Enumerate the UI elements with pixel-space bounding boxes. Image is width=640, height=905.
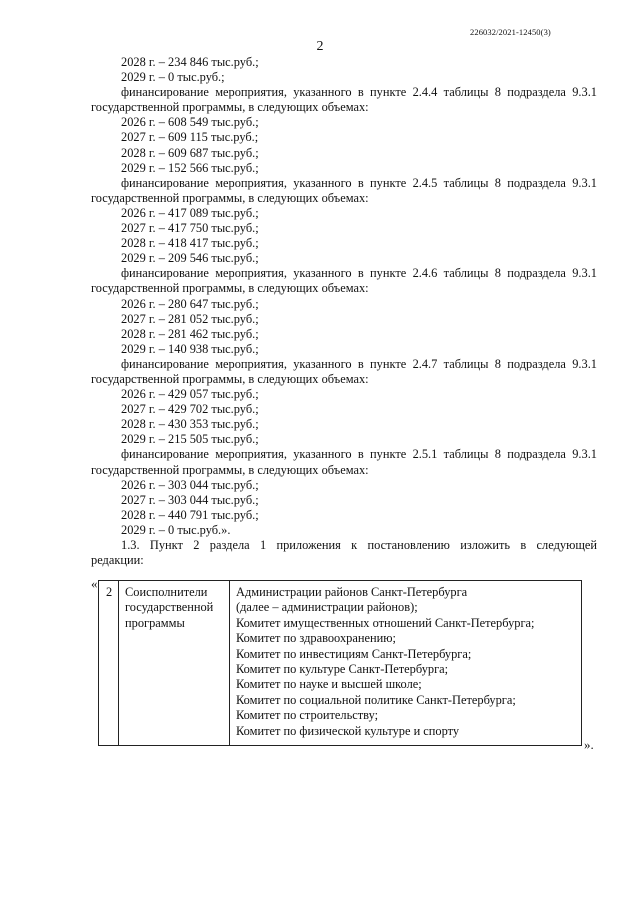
funding-block-3 [91,266,597,357]
year-line: 2029 г. – 0 тыс.руб.». [121,522,231,537]
list-item: Комитет по социальной политике Санкт-Петербурга; [236,692,516,707]
list-item: Комитет по инвестициям Санкт-Петербурга; [236,646,472,661]
year-line: 2028 г. – 609 687 тыс.руб.; [121,145,259,160]
year-line: 2029 г. – 152 566 тыс.руб.; [121,160,259,175]
year-line: 2028 г. – 234 846 тыс.руб.; [121,55,259,69]
funding-heading-cont: государственной программы, в следующих объемах: [91,462,369,477]
row-title-line: программы [125,615,185,630]
closing-quote: ». [584,737,594,752]
opening-quote: « [91,576,98,591]
row-number-cell [99,581,119,746]
page-number: 2 [316,39,324,54]
year-line: 2026 г. – 417 089 тыс.руб.; [121,205,259,220]
year-line: 2026 г. – 303 044 тыс.руб.; [121,477,259,492]
funding-heading-cont: государственной программы, в следующих объемах: [91,371,369,386]
year-line: 2028 г. – 430 353 тыс.руб.; [121,417,259,432]
funding-heading: финансирование мероприятия, указанного в пункте 2.4.7 таблицы 8 подраздела 9.3.1 [121,356,597,371]
year-line: 2029 г. – 0 тыс.руб.; [121,70,225,85]
year-line: 2027 г. – 429 702 тыс.руб.; [121,402,259,417]
list-item: Комитет по физической культуре и спорту [236,723,460,738]
row-title-line: Соисполнители [125,585,208,599]
funding-heading: финансирование мероприятия, указанного в пункте 2.4.5 таблицы 8 подраздела 9.3.1 [121,175,597,190]
item-1-3-text-cont: редакции: [91,553,144,568]
year-line: 2026 г. – 429 057 тыс.руб.; [121,387,259,402]
funding-block-1 [91,85,597,176]
list-item: Комитет по науке и высшей школе; [236,677,422,692]
funding-block-4 [91,357,597,448]
funding-block-2 [91,176,597,267]
list-item: (далее – администрации районов); [236,600,418,615]
row-number: 2 [106,585,113,599]
year-line: 2027 г. – 303 044 тыс.руб.; [121,492,259,507]
table-row [99,581,582,746]
year-line: 2029 г. – 140 938 тыс.руб.; [121,341,259,356]
coexecutors-table [98,580,582,746]
list-item: Администрации районов Санкт-Петербурга [236,585,468,599]
year-line: 2028 г. – 281 462 тыс.руб.; [121,326,259,341]
list-item: Комитет по здравоохранению; [236,631,396,646]
funding-heading-cont: государственной программы, в следующих объемах: [91,190,369,205]
year-line: 2029 г. – 215 505 тыс.руб.; [121,432,259,447]
year-line: 2026 г. – 280 647 тыс.руб.; [121,296,259,311]
item-1-3-text: 1.3. Пункт 2 раздела 1 приложения к постановлению изложить в следующей [121,538,597,552]
list-item: Комитет по культуре Санкт-Петербурга; [236,662,449,677]
year-line: 2026 г. – 608 549 тыс.руб.; [121,115,259,130]
funding-heading: финансирование мероприятия, указанного в пункте 2.4.6 таблицы 8 подраздела 9.3.1 [121,266,597,281]
funding-heading: финансирование мероприятия, указанного в пункте 2.5.1 таблицы 8 подраздела 9.3.1 [121,447,597,462]
funding-heading-cont: государственной программы, в следующих объемах: [91,100,369,115]
year-line: 2027 г. – 609 115 тыс.руб.; [121,130,259,145]
funding-heading-cont: государственной программы, в следующих объемах: [91,281,369,296]
list-item: Комитет имущественных отношений Санкт-Петербурга; [236,615,535,630]
year-line: 2028 г. – 418 417 тыс.руб.; [121,236,259,251]
year-line: 2028 г. – 440 791 тыс.руб.; [121,507,259,522]
coexecutors-list-cell [230,581,582,746]
document-id: 226032/2021-12450(3) [470,27,551,37]
year-line: 2027 г. – 417 750 тыс.руб.; [121,221,259,236]
year-line: 2029 г. – 209 546 тыс.руб.; [121,251,259,266]
row-title-cell [119,581,230,746]
list-item: Комитет по строительству; [236,708,379,723]
funding-block-5 [91,447,597,538]
funding-heading: финансирование мероприятия, указанного в пункте 2.4.4 таблицы 8 подраздела 9.3.1 [121,85,597,100]
document-body [91,55,597,568]
year-line: 2027 г. – 281 052 тыс.руб.; [121,311,259,326]
row-title-line: государственной [125,600,214,615]
